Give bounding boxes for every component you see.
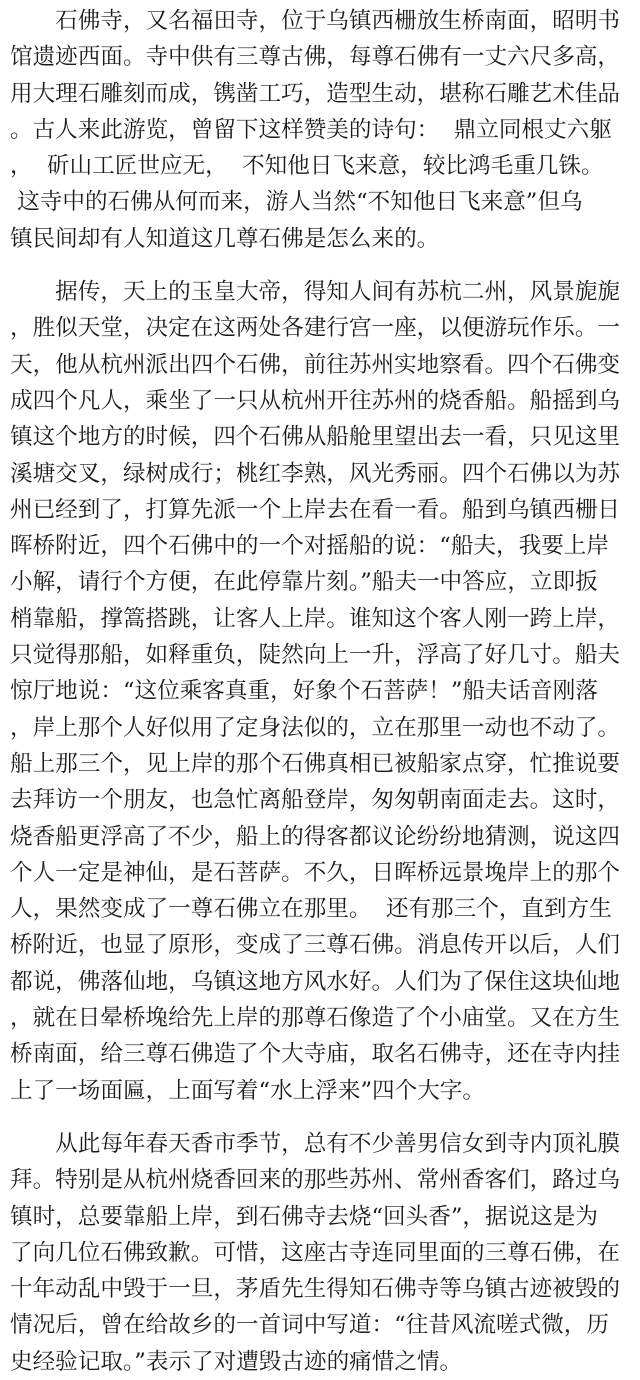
text-line: 人，果然变成了一尊石佛立在那里。 还有那三个，直到方生 — [10, 896, 612, 923]
text-line: 都说，佛落仙地，乌镇这地方风水好。人们为了保住这块仙地 — [10, 968, 621, 995]
text-line: 桥附近，也显了原形，变成了三尊石佛。消息传开以后，人们 — [10, 932, 621, 959]
text-line: 州已经到了，打算先派一个上岸去在看一看。船到乌镇西栅日 — [10, 496, 621, 523]
text-line: 据传，天上的玉皇大帝，得知人间有苏杭二州，风景旎旎 — [10, 279, 621, 306]
text-line: 。古人来此游览，曾留下这样赞美的诗句： 鼎立同根丈六躯 — [10, 116, 612, 143]
text-line: 镇时，总要靠船上岸，到石佛寺去烧“回头香”，据说这是为 — [10, 1203, 598, 1230]
text-line: 个人一定是神仙，是石菩萨。不久，日晖桥远景堍岸上的那个 — [10, 859, 621, 886]
text-line: 拜。特别是从杭州烧香回来的那些苏州、常州香客们，路过乌 — [10, 1167, 621, 1194]
text-line: 只觉得那船，如释重负，陡然向上一升，浮高了好几寸。船夫 — [10, 642, 621, 669]
text-line: 石佛寺，又名福田寺，位于乌镇西栅放生桥南面，昭明书 — [10, 8, 621, 34]
text-line: 用大理石雕刻而成，镌凿工巧，造型生动，堪称石雕艺术佳品 — [10, 80, 621, 107]
text-line: 溪塘交叉，绿树成行；桃红李熟，风光秀丽。四个石佛以为苏 — [10, 460, 621, 487]
text-line: 惊厅地说：“这位乘客真重，好象个石菩萨！”船夫话音刚落 — [10, 678, 598, 705]
article-body — [10, 3, 634, 1380]
text-line: 上了一场面匾，上面写着“水上浮来”四个大字。 — [10, 1077, 485, 1104]
paragraph-gap — [10, 1109, 634, 1126]
text-line: ，岸上那个人好似用了定身法似的，立在那里一动也不动了。 — [10, 714, 621, 741]
text-line: 晖桥附近，四个石佛中的一个对摇船的说：“船夫，我要上岸 — [10, 533, 609, 560]
text-line: 这寺中的石佛从何而来，游人当然“不知他日飞来意”但乌 — [10, 189, 583, 216]
text-line: 馆遗迹西面。寺中供有三尊古佛，每尊石佛有一丈六尺多高， — [10, 44, 621, 71]
text-line: 梢靠船，撑篙搭跳，让客人上岸。谁知这个客人刚一跨上岸， — [10, 605, 621, 632]
paragraph-gap — [10, 257, 634, 274]
text-line: ，胜似天堂，决定在这两处各建行宫一座，以便游玩作乐。一 — [10, 315, 621, 342]
text-line: ， 斫山工匠世应无， 不知他日飞来意，较比鸿毛重几铢。 — [10, 153, 604, 180]
text-line: 小解，请行个方便，在此停靠片刻。”船夫一中答应，立即扳 — [10, 569, 598, 596]
text-line: 船上那三个，见上岸的那个石佛真相已被船家点穿，忙推说要 — [10, 750, 621, 777]
text-line: 镇民间却有人知道这几尊石佛是怎么来的。 — [10, 225, 440, 252]
text-line: 情况后，曾在给故乡的一首词中写道：“往昔风流嗟式微，历 — [10, 1312, 609, 1339]
paragraph — [10, 1126, 634, 1380]
text-line: 史经验记取。”表示了对遭毁古迹的痛惜之情。 — [10, 1348, 463, 1375]
text-line: 成四个凡人，乘坐了一只从杭州开往苏州的烧香船。船摇到乌 — [10, 387, 621, 414]
text-line: 镇这个地方的时候，四个石佛从船舱里望出去一看，只见这里 — [10, 424, 621, 451]
text-line: 烧香船更浮高了不少，船上的得客都议论纷纷地猜测，说这四 — [10, 823, 621, 850]
text-line: ，就在日晕桥堍给先上岸的那尊石像造了个小庙堂。又在方生 — [10, 1005, 621, 1032]
text-line: 桥南面，给三尊石佛造了个大寺庙，取名石佛寺，还在寺内挂 — [10, 1041, 621, 1068]
text-line: 从此每年春天香市季节，总有不少善男信女到寺内顶礼膜 — [10, 1130, 621, 1157]
paragraph — [10, 3, 634, 257]
paragraph — [10, 274, 634, 1109]
text-line: 十年动乱中毁于一旦，茅盾先生得知石佛寺等乌镇古迹被毁的 — [10, 1276, 621, 1303]
text-line: 去拜访一个朋友，也急忙离船登岸，匆匆朝南面走去。这时， — [10, 787, 621, 814]
text-line: 天，他从杭州派出四个石佛，前往苏州实地察看。四个石佛变 — [10, 351, 621, 378]
text-line: 了向几位石佛致歉。可惜，这座古寺连同里面的三尊石佛，在 — [10, 1239, 621, 1266]
